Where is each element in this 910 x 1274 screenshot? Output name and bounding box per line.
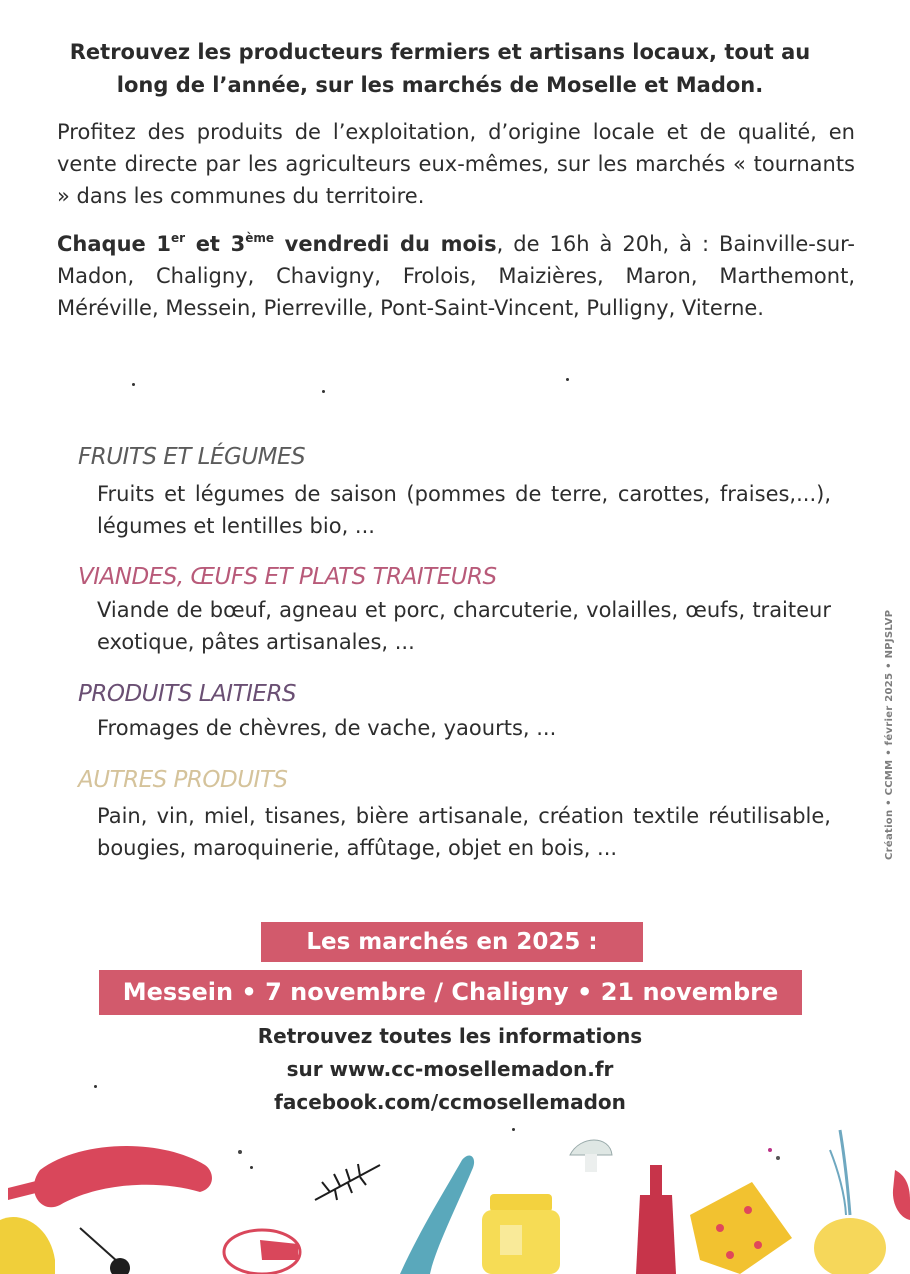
onion-icon — [814, 1130, 886, 1274]
food-illustrations — [0, 1110, 910, 1274]
category-title-viandes: VIANDES, ŒUFS ET PLATS TRAITEURS — [78, 564, 497, 590]
intro-line-2: long de l’année, sur les marchés de Moselle et Madon. — [116, 73, 764, 97]
speck — [94, 1085, 97, 1088]
info-facebook: facebook.com/ccmosellemadon — [274, 1090, 626, 1114]
paragraph-intro: Profitez des produits de l’exploitation, d’origine locale et de qualité, en vente directe par les agriculteurs eux-mêmes, sur les marchés « tournants » dans les communes du territoire. — [57, 120, 855, 208]
paragraph-schedule — [57, 228, 855, 324]
markets-banner-dates: Messein • 7 novembre / Chaligny • 21 novembre — [99, 970, 802, 1015]
speck — [566, 378, 569, 381]
speck — [322, 390, 325, 393]
schedule-sup-2: ème — [245, 231, 274, 245]
info-website: sur www.cc-mosellemadon.fr — [286, 1057, 614, 1081]
cucumber-icon — [400, 1155, 474, 1274]
credit-vertical: Création • CCMM • février 2025 • NPJSLVP — [884, 609, 895, 860]
category-title-laitiers: PRODUITS LAITIERS — [78, 681, 297, 707]
schedule-bold-c: vendredi du mois — [274, 232, 497, 256]
category-desc-laitiers: Fromages de chèvres, de vache, yaourts, ... — [97, 716, 557, 740]
intro-heading — [40, 36, 840, 102]
wine-bottle-icon — [636, 1165, 676, 1274]
rosemary-icon — [315, 1164, 380, 1200]
cheese-wedge-icon — [690, 1182, 792, 1274]
speck — [776, 1156, 780, 1160]
radish-icon — [893, 1170, 910, 1220]
schedule-rest: , de 16h à 20h, à : Bainville-sur-Madon, Chaligny, Chavigny, Frolois, Maizières, Maron, Marthemont, Méréville, Messein, Pierreville, Pont-Saint-Vincent, Pulligny, Viterne. — [57, 232, 856, 320]
schedule-bold-a: Chaque 1 — [57, 232, 171, 256]
speck — [132, 383, 135, 386]
cherry-icon — [80, 1228, 130, 1274]
category-desc-fruits: Fruits et légumes de saison (pommes de terre, carottes, fraises,...), légumes et lentilles bio, ... — [97, 482, 831, 538]
speck — [238, 1150, 242, 1154]
info-line-1: Retrouvez toutes les informations — [257, 1024, 643, 1048]
schedule-sup-1: er — [171, 231, 186, 245]
lemon-icon — [0, 1217, 55, 1274]
schedule-bold-b: et 3 — [185, 232, 246, 256]
category-desc-viandes: Viande de bœuf, agneau et porc, charcuterie, volailles, œufs, traiteur exotique, pâtes artisanales, ... — [97, 598, 831, 654]
mushroom-icon — [570, 1140, 612, 1172]
honey-jar-icon — [482, 1194, 560, 1274]
sausage-icon — [8, 1146, 212, 1207]
cheese-wheel-icon — [224, 1230, 300, 1274]
category-desc-autres: Pain, vin, miel, tisanes, bière artisanale, création textile réutilisable, bougies, maroquinerie, affûtage, objet en bois, ... — [97, 804, 831, 860]
intro-line-1: Retrouvez les producteurs fermiers et artisans locaux, tout au — [69, 40, 811, 64]
category-title-autres: AUTRES PRODUITS — [78, 767, 288, 793]
speck — [768, 1148, 772, 1152]
markets-banner-title: Les marchés en 2025 : — [261, 922, 643, 962]
category-title-fruits: FRUITS ET LÉGUMES — [78, 444, 306, 470]
